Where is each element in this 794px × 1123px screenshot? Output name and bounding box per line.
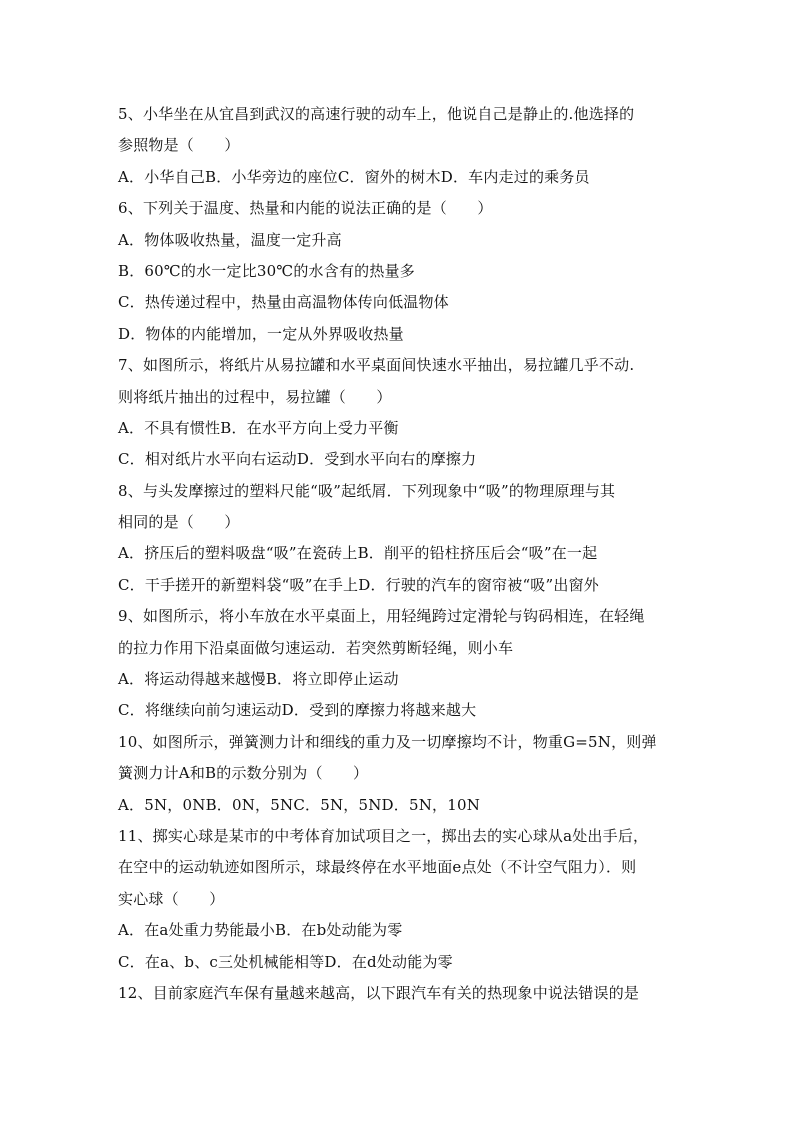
- text-line: 实心球（ ）: [118, 889, 225, 908]
- text-line: 11、掷实心球是某市的中考体育加试项目之一，掷出去的实心球从a处出手后，: [118, 826, 649, 845]
- text-line: 9、如图所示，将小车放在水平桌面上，用轻绳跨过定滑轮与钩码相连，在轻绳: [118, 607, 645, 626]
- text-line: 8、与头发摩擦过的塑料尺能“吸”起纸屑．下列现象中“吸”的物理原理与其: [118, 481, 616, 500]
- text-line: D．物体的内能增加，一定从外界吸收热量: [118, 324, 404, 343]
- text-line: 的拉力作用下沿桌面做匀速运动．若突然剪断轻绳，则小车: [118, 638, 514, 657]
- text-line: B．60℃的水一定比30℃的水含有的热量多: [118, 261, 415, 280]
- text-line: A．在a处重力势能最小B．在b处动能为零: [118, 921, 403, 940]
- text-line: 则将纸片抽出的过程中，易拉罐（ ）: [118, 387, 392, 406]
- text-line: A．不具有惯性B．在水平方向上受力平衡: [118, 418, 399, 437]
- text-line: C．将继续向前匀速运动D．受到的摩擦力将越来越大: [118, 701, 477, 720]
- text-line: A．小华自己B．小华旁边的座位C．窗外的树木D．车内走过的乘务员: [118, 167, 590, 186]
- text-line: C．干手搓开的新塑料袋“吸”在手上D．行驶的汽车的窗帘被“吸”出窗外: [118, 575, 599, 594]
- text-line: C．相对纸片水平向右运动D．受到水平向右的摩擦力: [118, 450, 477, 469]
- text-line: 簧测力计A和B的示数分别为（ ）: [118, 764, 369, 783]
- question-text: [118, 99, 678, 1009]
- text-line: C．热传递过程中，热量由高温物体传向低温物体: [118, 293, 449, 312]
- text-line: A．物体吸收热量，温度一定升高: [118, 230, 342, 249]
- text-line: A．挤压后的塑料吸盘“吸”在瓷砖上B．削平的铅柱挤压后会“吸”在一起: [118, 544, 598, 563]
- text-line: 12、目前家庭汽车保有量越来越高，以下跟汽车有关的热现象中说法错误的是: [118, 983, 640, 1002]
- text-line: 在空中的运动轨迹如图所示，球最终停在水平地面e点处（不计空气阻力）．则: [118, 858, 637, 877]
- text-line: A．5N，0NB．0N，5NC．5N，5ND．5N，10N: [118, 795, 481, 814]
- text-line: 7、如图所示，将纸片从易拉罐和水平桌面间快速水平抽出，易拉罐几乎不动.: [118, 356, 635, 375]
- text-line: 5、小华坐在从宜昌到武汉的高速行驶的动车上，他说自己是静止的.他选择的: [118, 105, 635, 123]
- text-line: 6、下列关于温度、热量和内能的说法正确的是（ ）: [118, 199, 493, 218]
- text-line: 参照物是（ ）: [118, 136, 240, 155]
- text-line: A．将运动得越来越慢B．将立即停止运动: [118, 670, 399, 689]
- text-line: 10、如图所示，弹簧测力计和细线的重力及一切摩擦均不计，物重G=5N，则弹: [118, 732, 657, 751]
- text-line: 相同的是（ ）: [118, 513, 240, 532]
- text-line: C．在a、b、c三处机械能相等D．在d处动能为零: [118, 952, 453, 971]
